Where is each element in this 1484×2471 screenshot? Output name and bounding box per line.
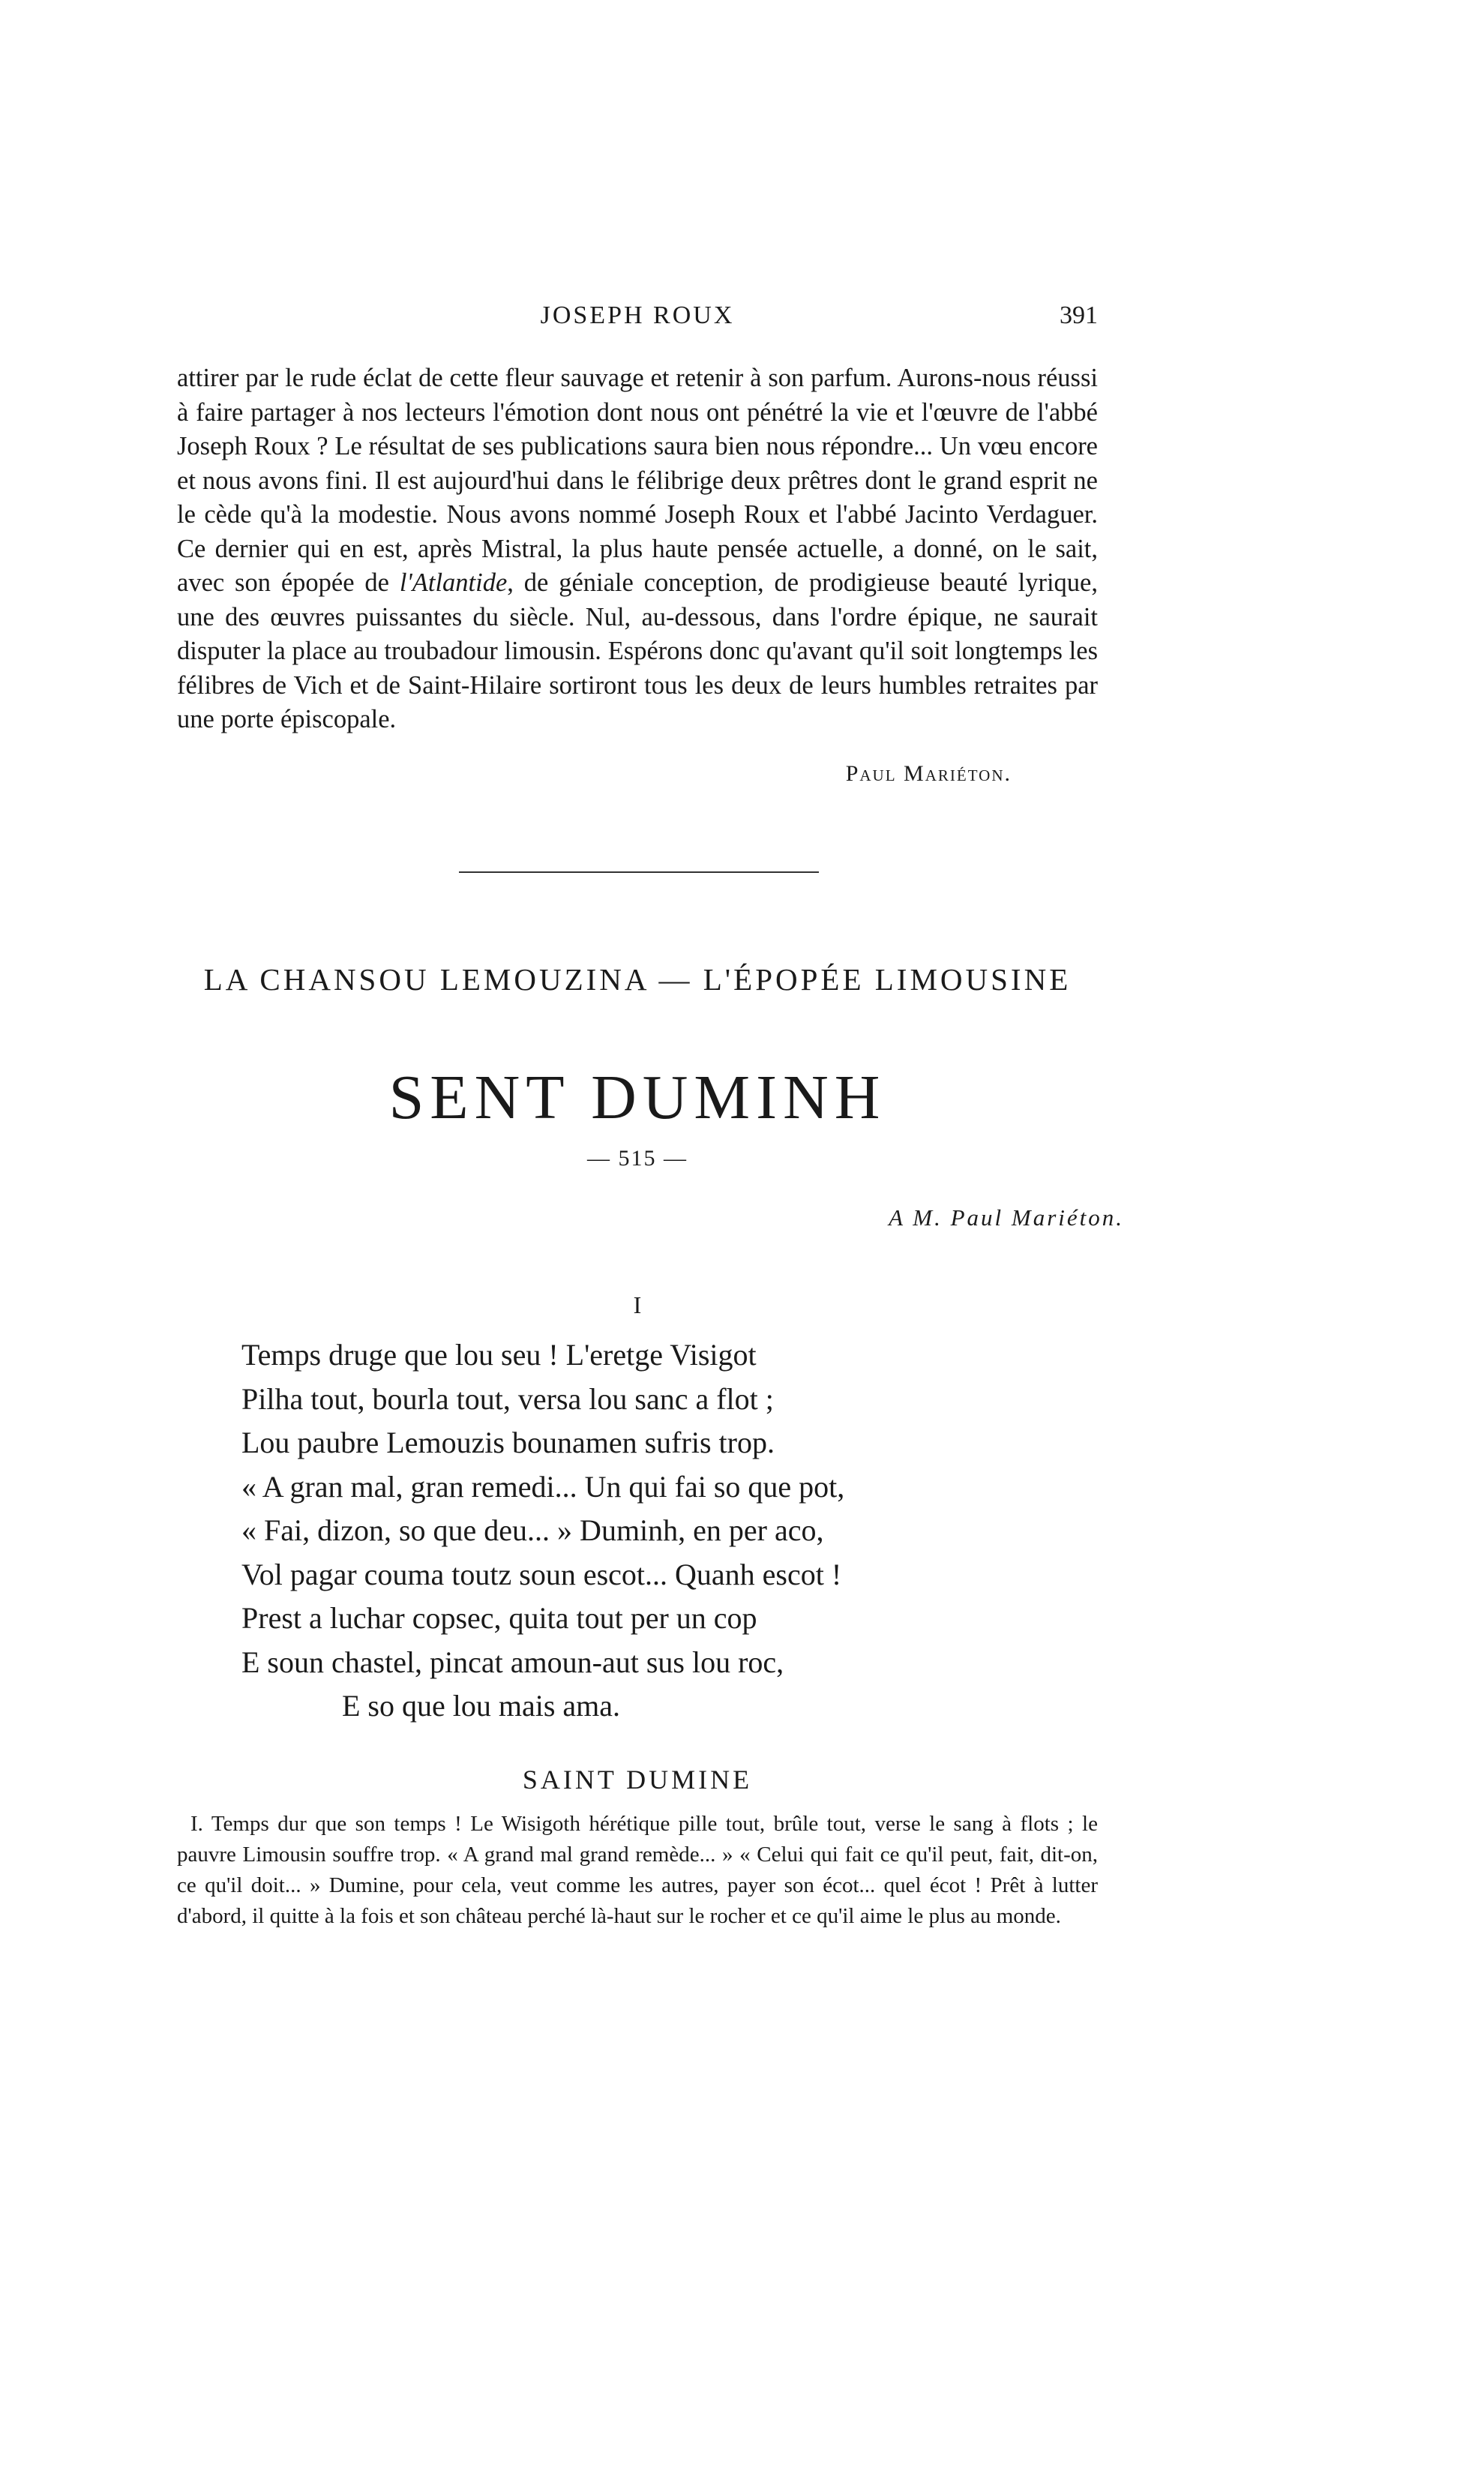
stanza-number: I <box>633 1291 642 1318</box>
poem-title: SENT DUMINH <box>388 1063 886 1132</box>
poem-line: E so que lou mais ama. <box>342 1689 621 1723</box>
poem-line: Vol pagar couma toutz soun escot... Quanh escot ! <box>241 1557 842 1591</box>
poem-line: Lou paubre Lemouzis bounamen sufris trop. <box>241 1426 775 1459</box>
translation-body <box>177 1809 1098 1932</box>
poem-number: — 515 — <box>587 1146 688 1171</box>
poem-line: Pilha tout, bourla tout, versa lou sanc a flot ; <box>241 1381 774 1416</box>
poem-line: E soun chastel, pincat amoun-aut sus lou roc, <box>241 1645 784 1679</box>
poem-line: Prest a luchar copsec, quita tout per un cop <box>241 1601 757 1635</box>
paragraph-text-before: attirer par le rude éclat de cette fleur sauvage et retenir à son parfum. Aurons-nous réussi à faire partager à nos lecteurs l'émotion dont nous ont pénétré la vie et l'œuvre de l'abbé Joseph Roux ? Le résultat de ses publications saura bien nous répondre... Un vœu encore et nous avons fini. Il est aujourd'hui dans le félibrige deux prêtres dont le grand esprit ne le cède qu'à la modestie. Nous avons nommé Joseph Roux et l'abbé Jacinto Verdaguer. Ce dernier qui en est, après Mistral, la plus haute pensée actuelle, a donné, on le sait, avec son épopée de <box>177 364 1098 597</box>
section-heading: LA CHANSOU LEMOUZINA — L'ÉPOPÉE LIMOUSINE <box>203 962 1072 997</box>
poem-stanza <box>241 1333 844 1729</box>
paragraph-text-after: , de géniale conception, de prodigieuse beauté lyrique, une des œuvres puissantes du siècle. Nul, au-dessous, dans l'ordre épique, ne saurait disputer la place au troubadour limousin. Espérons donc qu'avant qu'il soit longtemps les félibres de Vich et de Saint-Hilaire sortiront tous les deux de leurs humbles retraites par une porte épiscopale. <box>177 568 1098 733</box>
page-number: 391 <box>1060 301 1098 329</box>
article-body <box>177 361 1098 737</box>
poem-line: Temps druge que lou seu ! L'eretge Visigot <box>241 1338 757 1372</box>
poem-line: « A gran mal, gran remedi... Un qui fai so que pot, <box>241 1469 845 1504</box>
translation-paragraph: I. Temps dur que son temps ! Le Wisigoth hérétique pille tout, brûle tout, verse le sang à flots ; le pauvre Limousin souffre trop. « A grand mal grand remède... » « Celui qui fait ce qu'il peut, fait, dit-on, ce qu'il doit... » Dumine, pour cela, veut comme les autres, payer son écot... quel écot ! Prêt à lutter d'abord, il quitte à la fois et son château perché là-haut sur le rocher et ce qu'il aime le plus au monde. <box>177 1812 1098 1928</box>
section-divider <box>459 871 819 873</box>
dedication: A M. Paul Mariéton. <box>889 1204 1124 1231</box>
poem-line: « Fai, dizon, so que deu... » Duminh, en per aco, <box>241 1513 824 1547</box>
running-head <box>177 301 1098 339</box>
author-signature: Paul Mariéton. <box>845 761 1012 786</box>
paragraph-italic-title: l'Atlantide <box>399 568 508 597</box>
article-paragraph <box>177 361 1098 737</box>
running-title: JOSEPH ROUX <box>540 301 735 329</box>
translation-title: SAINT DUMINE <box>522 1765 753 1795</box>
